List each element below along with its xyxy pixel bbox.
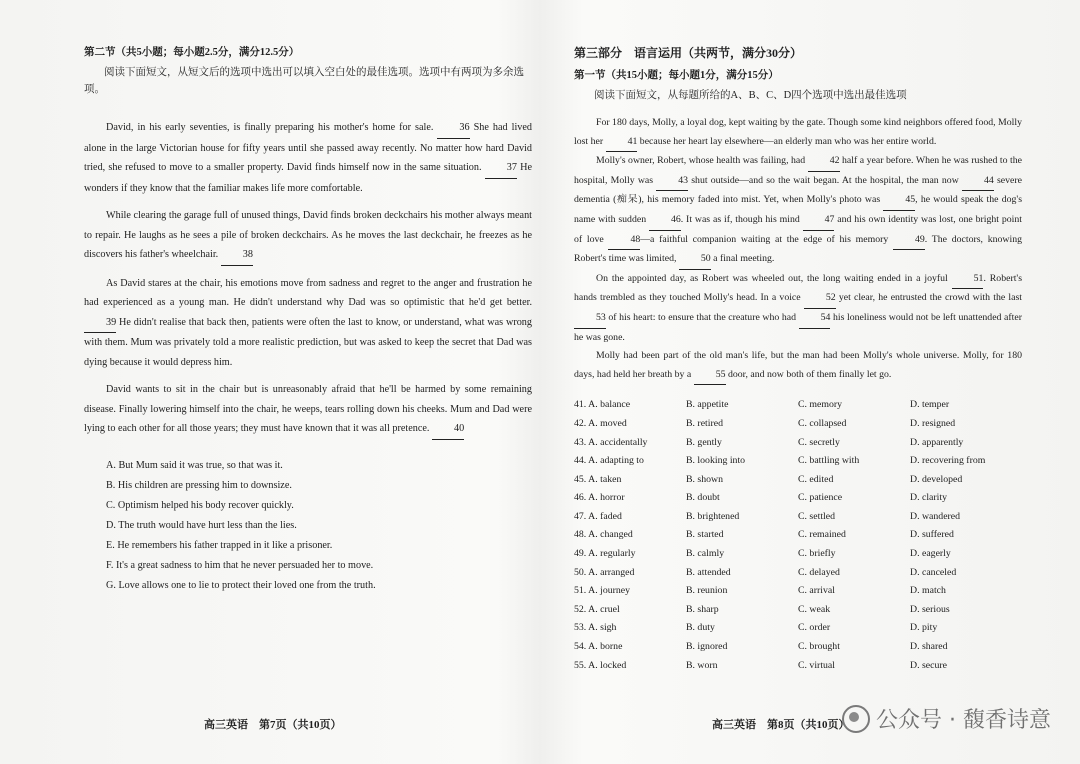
choice-option: B. doubt <box>686 492 720 504</box>
blank-40: 40 <box>432 419 464 440</box>
paragraph: Molly had been part of the old man's life, but the man had been Molly's whole universe. Molly, for 180 days, had held her breath by a 55 door, and now both of them finally let go. <box>574 347 1022 385</box>
choice-option: C. secretly <box>798 436 840 448</box>
choice-option: D. serious <box>910 603 950 615</box>
blank-45: 45 <box>883 191 915 211</box>
instruction: 阅读下面短文，从短文后的选项中选出可以填入空白处的最佳选项。选项中有两项为多余选项。 <box>84 67 524 95</box>
choice-option: D. match <box>910 585 946 597</box>
page-footer: 高三英语 第8页（共10页） <box>712 719 850 731</box>
paragraph: David, in his early seventies, is finally preparing his mother's home for sale. 36 She had lived alone in the large Victorian house for fifty years until she passed away recently. No matter how hard David tried, she refused to move to a smaller property. David finds himself now in the same situation. 37 He wonders if they know that the familiar makes life more comfortable. <box>84 118 532 198</box>
section-title: 第一节（共15小题；每小题1分，满分15分） <box>574 70 779 81</box>
paragraph: David wants to sit in the chair but is unreasonably afraid that he'll be harmed by some remaining disease. Finally lowering himself into the chair, he weeps, tears rolling down his cheeks. Mum and Dad were lying to each other for all those years; they must have known that it was all pretence. 40 <box>84 380 532 440</box>
paragraph: For 180 days, Molly, a loyal dog, kept waiting by the gate. Though some kind neighbors offered food, Molly lost her 41 because her heart lay elsewhere—an elderly man who was her entire world. <box>574 114 1022 152</box>
choice-option: D. wandered <box>910 510 961 522</box>
choice-option: B. appetite <box>686 399 729 411</box>
blank-53: 53 <box>574 309 606 329</box>
choice-option: B. worn <box>686 659 718 671</box>
choice-option: 43. A. accidentally <box>574 436 648 448</box>
choice-row <box>574 585 1022 604</box>
blank-48: 48 <box>608 231 640 251</box>
choice-option: D. resigned <box>910 417 956 429</box>
choice-option: C. briefly <box>798 548 836 560</box>
option-item: C. Optimism helped his body recover quickly. <box>106 499 294 511</box>
blank-55: 55 <box>694 366 726 386</box>
choice-row <box>574 641 1022 660</box>
section-title: 第二节（共5小题；每小题2.5分，满分12.5分） <box>84 47 300 58</box>
blank-50: 50 <box>679 250 711 270</box>
choice-option: B. gently <box>686 436 722 448</box>
choice-option: B. ignored <box>686 641 728 653</box>
choice-row <box>574 622 1022 641</box>
choice-option: B. brightened <box>686 510 740 522</box>
choice-option: C. delayed <box>798 566 840 578</box>
choice-option: C. order <box>798 622 831 634</box>
choice-option: D. pity <box>910 622 938 634</box>
choice-option: C. memory <box>798 399 843 411</box>
choice-option: C. edited <box>798 473 834 485</box>
choice-option: 47. A. faded <box>574 510 622 522</box>
options-list <box>106 460 532 600</box>
choice-option: 52. A. cruel <box>574 603 620 615</box>
part-title: 第三部分 语言运用（共两节，满分30分） <box>574 46 803 60</box>
choice-option: C. battling with <box>798 455 860 467</box>
choice-option: C. weak <box>798 603 831 615</box>
page-footer: 高三英语 第7页（共10页） <box>204 719 342 731</box>
choice-option: 42. A. moved <box>574 417 627 429</box>
paragraph: While clearing the garage full of unused things, David finds broken deckchairs his mother always meant to repair. He laughs as he sees a pile of broken deckchairs. As he moves the last deckchair, he freezes as he discovers his father's wheelchair. 38 <box>84 206 532 266</box>
passage <box>84 118 532 440</box>
choice-option: 54. A. borne <box>574 641 623 653</box>
blank-49: 49 <box>893 231 925 251</box>
choice-row <box>574 492 1022 511</box>
choice-row <box>574 511 1022 530</box>
choice-option: D. clarity <box>910 492 947 504</box>
choice-option: D. recovering from <box>910 455 986 467</box>
choice-option: C. collapsed <box>798 417 847 429</box>
choice-option: B. calmly <box>686 548 725 560</box>
passage <box>574 114 1022 385</box>
choice-option: 49. A. regularly <box>574 548 636 560</box>
choice-row <box>574 474 1022 493</box>
choice-option: 55. A. locked <box>574 659 627 671</box>
blank-54: 54 <box>799 309 831 329</box>
choice-row <box>574 399 1022 418</box>
choice-option: C. settled <box>798 510 836 522</box>
paragraph: Molly's owner, Robert, whose health was failing, had 42 half a year before. When he was rushed to the hospital, Molly was 43 shut outside—and so the wait began. At the hospital, the man now 44 severe dementia (痴呆), his memory faded into mist. Yet, when Molly's photo was 45, he would speak the dog's name with sudden 46. It was as if, though his mind 47 and his own identity was lost, one bright point of love 48—a faithful companion waiting at the edge of his memory 49. The doctors, knowing Robert's time was limited, 50 a final meeting. <box>574 152 1022 270</box>
blank-44: 44 <box>962 172 994 192</box>
blank-37: 37 <box>485 158 517 179</box>
choice-row <box>574 567 1022 586</box>
choice-option: D. eagerly <box>910 548 951 560</box>
watermark-text: 公众号 · 馥香诗意 <box>876 708 1051 733</box>
choice-option: 53. A. sigh <box>574 622 617 634</box>
choice-option: D. secure <box>910 659 947 671</box>
blank-46: 46 <box>649 211 681 231</box>
choice-option: 48. A. changed <box>574 529 633 541</box>
watermark <box>842 703 1051 734</box>
choice-row <box>574 660 1022 679</box>
choice-row <box>574 529 1022 548</box>
option-item: E. He remembers his father trapped in it like a prisoner. <box>106 539 333 551</box>
option-item: G. Love allows one to lie to protect their loved one from the truth. <box>106 579 376 591</box>
choice-option: C. patience <box>798 492 843 504</box>
choice-row <box>574 455 1022 474</box>
choice-option: C. arrival <box>798 585 835 597</box>
choice-option: C. virtual <box>798 659 836 671</box>
blank-38: 38 <box>221 245 253 266</box>
blank-36: 36 <box>437 118 469 139</box>
choice-option: B. attended <box>686 566 731 578</box>
blank-47: 47 <box>803 211 835 231</box>
choice-option: B. started <box>686 529 724 541</box>
choice-option: 41. A. balance <box>574 399 631 411</box>
wechat-icon <box>842 705 870 733</box>
right-page <box>574 44 1022 678</box>
option-item: F. It's a great sadness to him that he never persuaded her to move. <box>106 559 374 571</box>
choice-option: B. shown <box>686 473 724 485</box>
choice-option: B. sharp <box>686 603 719 615</box>
choice-option: D. shared <box>910 641 948 653</box>
choice-option: 50. A. arranged <box>574 566 635 578</box>
blank-52: 52 <box>804 289 836 309</box>
left-page <box>84 44 532 600</box>
choice-option: 44. A. adapting to <box>574 455 644 467</box>
blank-43: 43 <box>656 172 688 192</box>
choice-option: D. temper <box>910 399 950 411</box>
choice-option: B. retired <box>686 417 723 429</box>
choices-table <box>574 399 1022 678</box>
choice-option: C. brought <box>798 641 840 653</box>
choice-option: B. duty <box>686 622 715 634</box>
choice-option: D. suffered <box>910 529 954 541</box>
option-item: B. His children are pressing him to downsize. <box>106 479 292 491</box>
choice-row <box>574 548 1022 567</box>
choice-row <box>574 604 1022 623</box>
choice-option: 45. A. taken <box>574 473 622 485</box>
choice-option: 51. A. journey <box>574 585 631 597</box>
blank-39: 39 <box>84 313 116 334</box>
choice-option: B. looking into <box>686 455 746 467</box>
instruction: 阅读下面短文，从每题所给的A、B、C、D四个选项中选出最佳选项 <box>594 90 907 101</box>
choice-row <box>574 418 1022 437</box>
choice-option: C. remained <box>798 529 846 541</box>
option-item: A. But Mum said it was true, so that was it. <box>106 459 283 471</box>
blank-42: 42 <box>808 152 840 172</box>
paragraph: As David stares at the chair, his emotions move from sadness and regret to the anger and frustration he had experienced as a young man. He didn't understand why Dad was so optimistic that he'd get better. 39 He didn't realise that back then, patients were often the last to know, or understand, what was wrong with them. Mum was privately told a more realistic prediction, but was asked to keep the secret that Dad was dying because it would depress him. <box>84 277 532 368</box>
choice-option: D. developed <box>910 473 963 485</box>
choice-option: 46. A. horror <box>574 492 625 504</box>
blank-51: 51 <box>952 270 984 290</box>
blank-41: 41 <box>606 133 638 153</box>
choice-option: D. apparently <box>910 436 964 448</box>
option-item: D. The truth would have hurt less than the lies. <box>106 519 297 531</box>
choice-option: B. reunion <box>686 585 728 597</box>
choice-row <box>574 437 1022 456</box>
choice-option: D. canceled <box>910 566 957 578</box>
paragraph: On the appointed day, as Robert was wheeled out, the long waiting ended in a joyful 51. Robert's hands trembled as they touched Molly's head. In a voice 52 yet clear, he entrusted the crowd with the last 53 of his heart: to ensure that the creature who had 54 his loneliness would not be left unattended after he was gone. <box>574 270 1022 347</box>
